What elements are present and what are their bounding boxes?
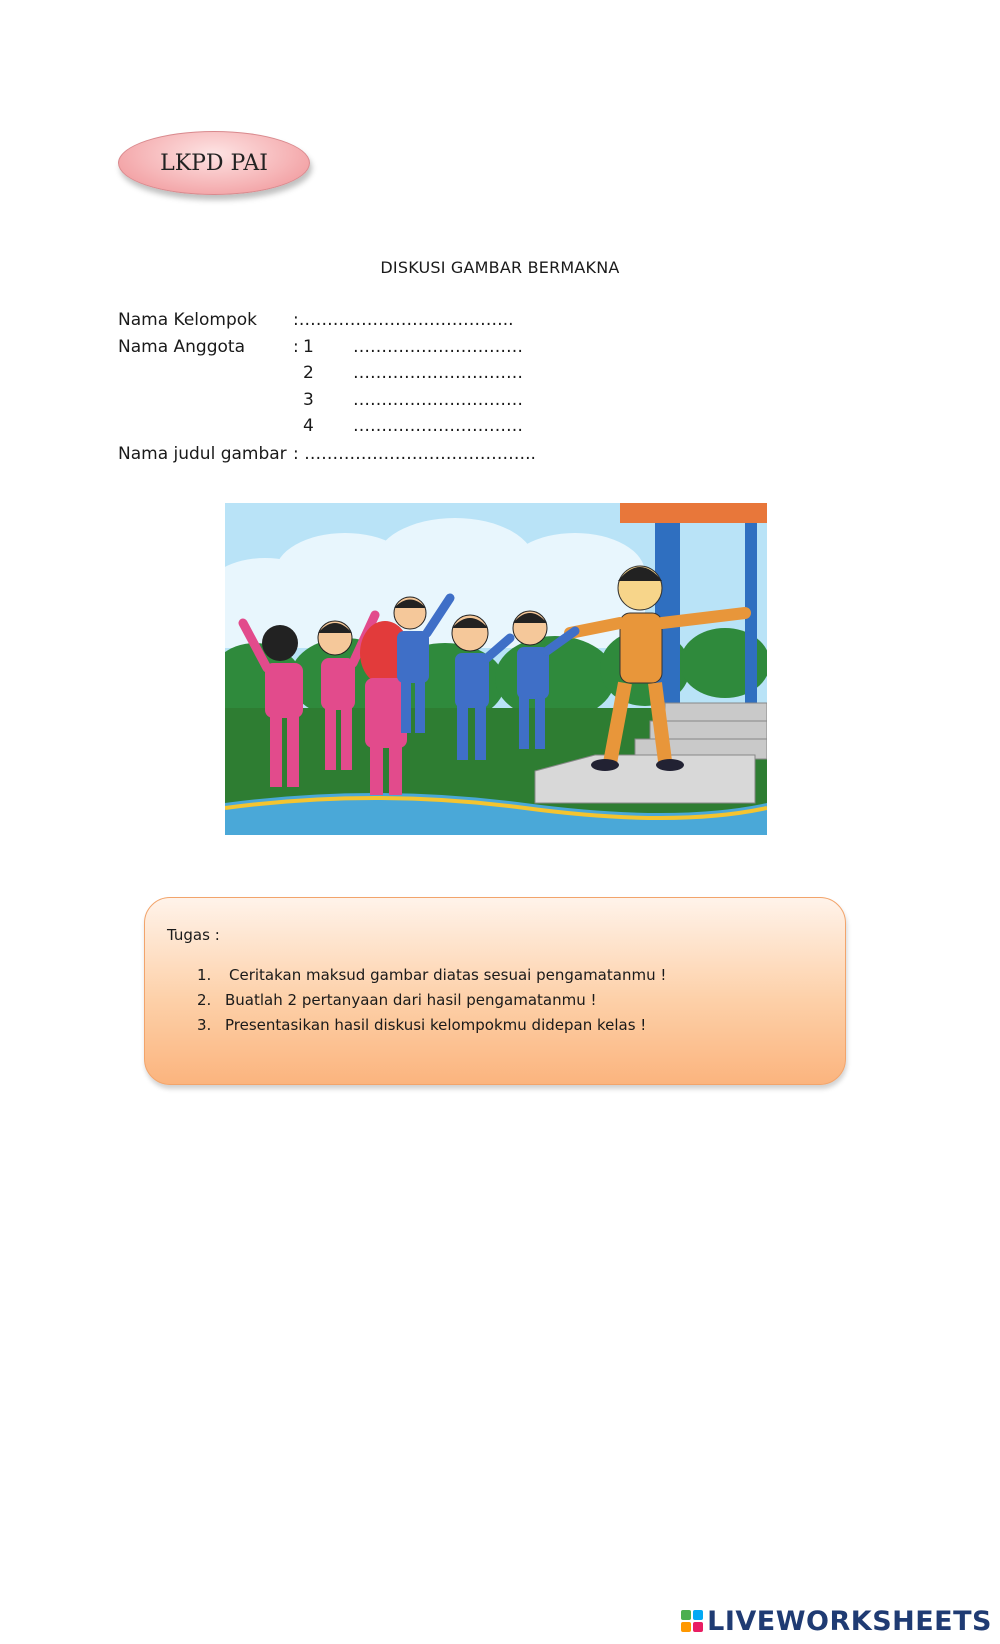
gymnastics-class-illustration	[225, 503, 767, 835]
badge-label: LKPD PAI	[160, 150, 268, 176]
judul-label: Nama judul gambar	[118, 444, 287, 464]
illustration-svg	[225, 503, 767, 835]
task-text: Ceritakan maksud gambar diatas sesuai pengamatanmu !	[229, 966, 667, 984]
task-number: 1.	[197, 966, 212, 984]
kelompok-field[interactable]: :………………………………..	[293, 310, 514, 330]
judul-field[interactable]: : …………………………………..	[293, 444, 536, 464]
task-box	[144, 897, 846, 1085]
brand-text: LIVEWORKSHEETS	[707, 1605, 992, 1637]
anggota-field-1[interactable]: …………………………	[353, 337, 523, 357]
roof	[620, 503, 767, 523]
task-text: Presentasikan hasil diskusi kelompokmu didepan kelas !	[225, 1016, 647, 1034]
anggota-field-2[interactable]: …………………………	[353, 363, 523, 383]
anggota-number: 3	[303, 390, 314, 410]
anggota-field-3[interactable]: …………………………	[353, 390, 523, 410]
anggota-number: 1	[303, 337, 314, 357]
page-title: DISKUSI GAMBAR BERMAKNA	[380, 258, 620, 277]
kelompok-label: Nama Kelompok	[118, 310, 257, 330]
platform	[535, 755, 755, 803]
task-number: 3.	[197, 1016, 212, 1034]
anggota-number: 4	[303, 416, 314, 436]
logo-grid-icon	[681, 1610, 703, 1632]
task-text: Buatlah 2 pertanyaan dari hasil pengamatanmu !	[225, 991, 597, 1009]
anggota-label: Nama Anggota	[118, 337, 245, 357]
liveworksheets-logo[interactable]	[681, 1604, 992, 1638]
anggota-colon: :	[293, 337, 299, 357]
anggota-field-4[interactable]: …………………………	[353, 416, 523, 436]
anggota-number: 2	[303, 363, 314, 383]
task-number: 2.	[197, 991, 212, 1009]
lkpd-badge	[118, 131, 310, 195]
task-heading: Tugas :	[167, 926, 220, 944]
